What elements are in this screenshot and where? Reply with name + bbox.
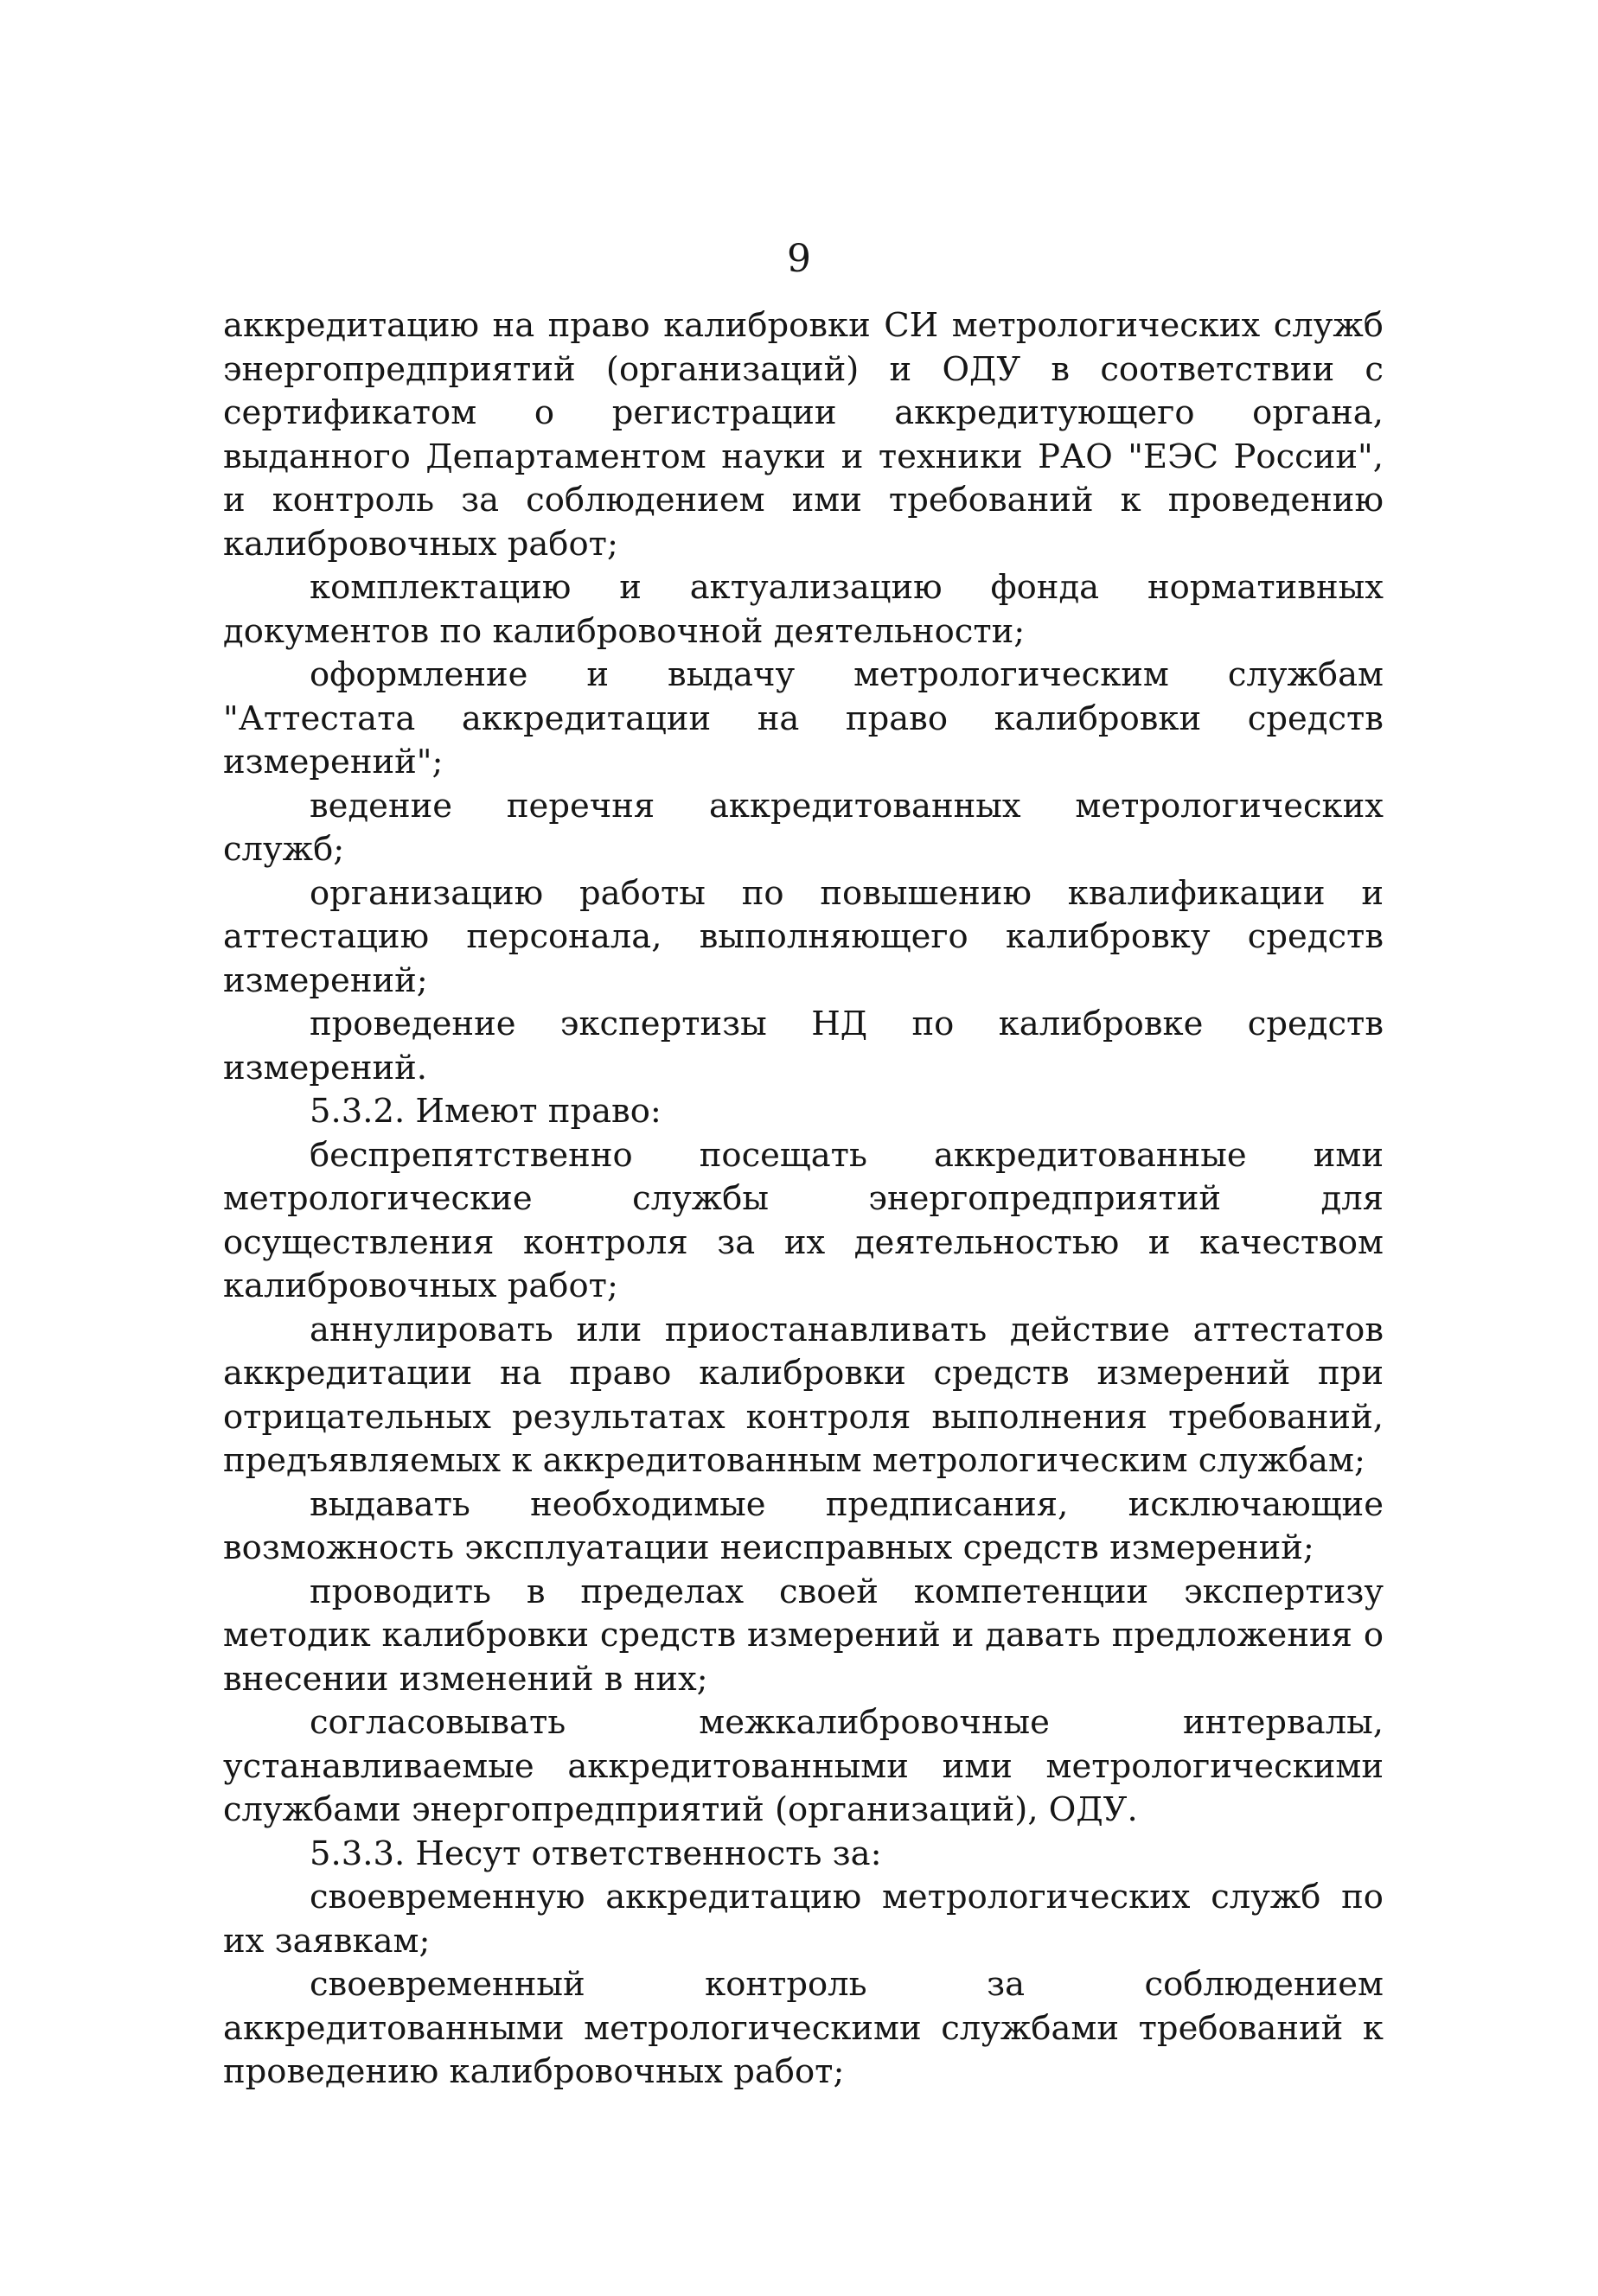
paragraph-resp-control: своевременный контроль за соблюдением аккредитованными метрологическими службами требований к проведению калибровочных работ; bbox=[223, 1965, 1384, 2091]
paragraph-right-methodology-expertise: проводить в пределах своей компетенции экспертизу методик калибровки средств измерений и давать предложения о внесении изменений в них; bbox=[223, 1572, 1384, 1699]
paragraph-document-fund: комплектацию и актуализацию фонда нормативных документов по калибровочной деятельности; bbox=[223, 568, 1384, 651]
paragraph-services-list: ведение перечня аккредитованных метрологических служб; bbox=[223, 786, 1384, 869]
paragraph-attestat-issue: оформление и выдачу метрологическим службам "Аттестата аккредитации на право калибровки средств измерений"; bbox=[223, 655, 1384, 781]
paragraph-right-annul: аннулировать или приостанавливать действие аттестатов аккредитации на право калибровки средств измерений при отрицательных результатах контроля выполнения требований, предъявляемых к аккредитованным метрологическим службам; bbox=[223, 1310, 1384, 1480]
paragraph-right-visit: беспрепятственно посещать аккредитованные ими метрологические службы энергопредприятий для осуществления контроля за их деятельностью и качеством калибровочных работ; bbox=[223, 1135, 1384, 1305]
section-heading-5-3-3: 5.3.3. Несут ответственность за: bbox=[310, 1834, 882, 1873]
paragraph-right-prescriptions: выдавать необходимые предписания, исключающие возможность эксплуатации неисправных средств измерений; bbox=[223, 1484, 1384, 1567]
paragraph-personnel-training: организацию работы по повышению квалификации и аттестацию персонала, выполняющего калибровку средств измерений; bbox=[223, 873, 1384, 1000]
section-heading-5-3-2: 5.3.2. Имеют право: bbox=[310, 1092, 662, 1131]
paragraph-right-intervals: согласовывать межкалибровочные интервалы, устанавливаемые аккредитованными ими метрологическими службами энергопредприятий (организаций), ОДУ. bbox=[223, 1703, 1384, 1829]
paragraph-resp-accreditation: своевременную аккредитацию метрологических служб по их заявкам; bbox=[223, 1878, 1384, 1961]
paragraph-accreditation-continued: аккредитацию на право калибровки СИ метрологических служб энергопредприятий (организаций) и ОДУ в соответствии с сертификатом о регистрации аккредитующего органа, выданного Департаментом науки и техники РАО "ЕЭС России", и контроль за соблюдением ими требований к проведению калибровочных работ; bbox=[223, 306, 1384, 564]
body-text bbox=[223, 304, 1384, 2095]
paragraph-nd-expertise: проведение экспертизы НД по калибровке средств измерений. bbox=[223, 1004, 1384, 1087]
page-number: 9 bbox=[787, 237, 811, 281]
